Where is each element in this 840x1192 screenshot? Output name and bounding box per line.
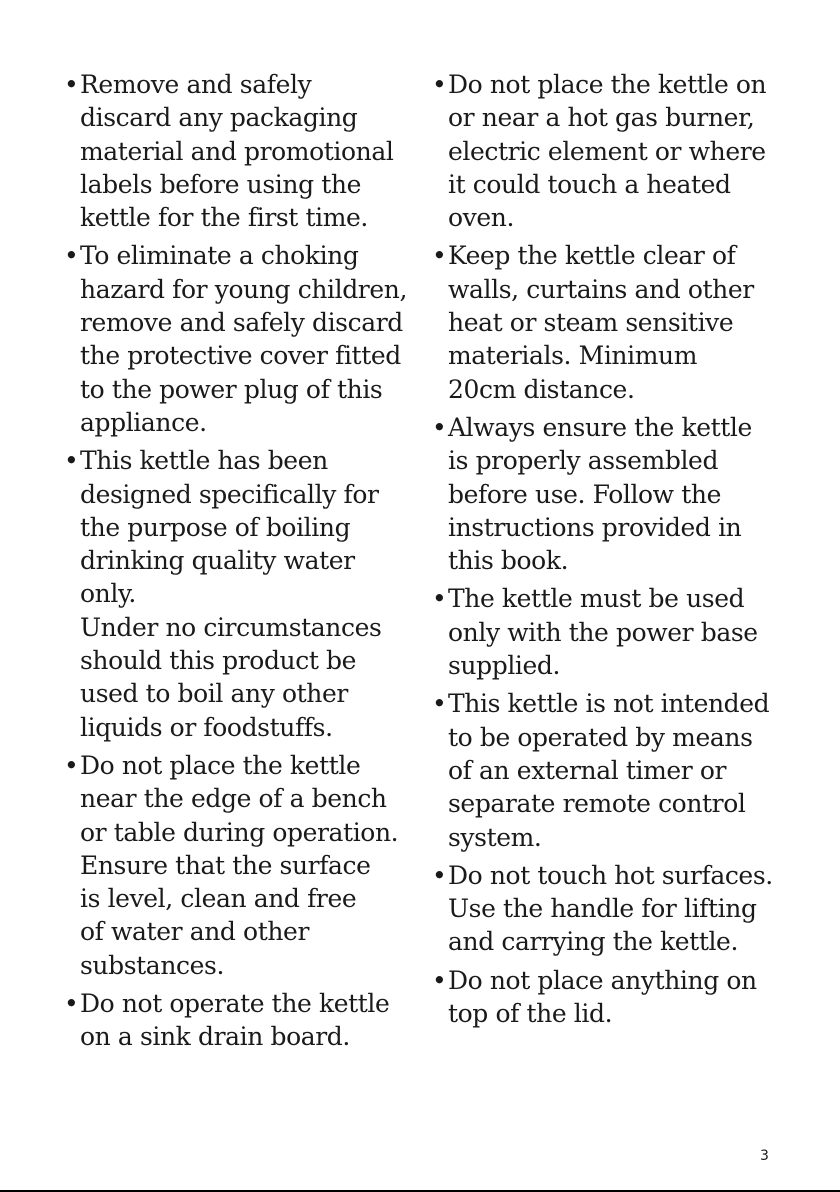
safety-item-text: The kettle must be used only with the power base supplied. <box>448 584 758 681</box>
bullet-icon: • <box>64 241 79 271</box>
left-column <box>62 68 412 1059</box>
bullet-icon: • <box>432 412 447 442</box>
safety-item-text: Always ensure the kettle is properly assembled before use. Follow the instructions provided in this book. <box>448 412 752 576</box>
safety-item-choking-hazard <box>62 239 412 439</box>
safety-item-hot-surfaces <box>430 859 775 959</box>
right-column <box>430 68 775 1035</box>
bullet-icon: • <box>64 750 79 780</box>
safety-item-remove-packaging <box>62 68 412 234</box>
safety-item-text: Do not place anything on top of the lid. <box>448 965 757 1029</box>
safety-item-text: Do not operate the kettle on a sink drain board. <box>80 989 390 1052</box>
bullet-icon: • <box>432 70 447 99</box>
safety-item-lid <box>430 964 775 1031</box>
safety-item-text: Keep the kettle clear of walls, curtains and other heat or steam sensitive materials. Minimum 20cm distance. <box>448 241 754 404</box>
safety-item-hot-burner <box>430 68 775 234</box>
safety-item-sink-drain-board <box>62 987 412 1054</box>
safety-item-external-timer <box>430 687 775 853</box>
safety-item-bench-edge <box>62 749 412 982</box>
bullet-icon: • <box>432 860 447 890</box>
safety-item-text: Do not place the kettle on or near a hot gas burner, electric element or where it could touch a heated oven. <box>448 70 767 233</box>
bullet-icon: • <box>432 241 447 271</box>
page-number: 3 <box>760 1148 769 1164</box>
bullet-icon: • <box>432 584 447 614</box>
safety-item-power-base <box>430 582 775 682</box>
safety-item-clearance <box>430 239 775 405</box>
safety-item-text: Remove and safely discard any packaging material and promotional labels before using the kettle for the first time. <box>80 70 394 233</box>
bullet-icon: • <box>64 989 79 1019</box>
safety-item-text: Do not touch hot surfaces. Use the handle for lifting and carrying the kettle. <box>448 860 773 957</box>
safety-item-boiling-water-only <box>62 444 412 744</box>
bullet-icon: • <box>432 689 447 719</box>
safety-item-assembly <box>430 411 775 577</box>
safety-item-text: To eliminate a choking hazard for young children, remove and safely discard the protective cover fitted to the power plug of this appliance. <box>80 241 408 437</box>
bullet-icon: • <box>64 446 79 476</box>
safety-item-text: Do not place the kettle near the edge of a bench or table during operation. Ensure that the surface is level, clean and free of water and other substances. <box>80 750 399 980</box>
bullet-icon: • <box>64 70 79 99</box>
bullet-icon: • <box>432 965 447 995</box>
safety-item-text: This kettle is not intended to be operated by means of an external timer or separate remote control system. <box>448 689 770 852</box>
safety-item-text: This kettle has been designed specifically for the purpose of boiling drinking quality water only. <box>80 446 379 609</box>
safety-item-extra-text: Under no circumstances should this product be used to boil any other liquids or foodstuffs. <box>80 612 382 742</box>
